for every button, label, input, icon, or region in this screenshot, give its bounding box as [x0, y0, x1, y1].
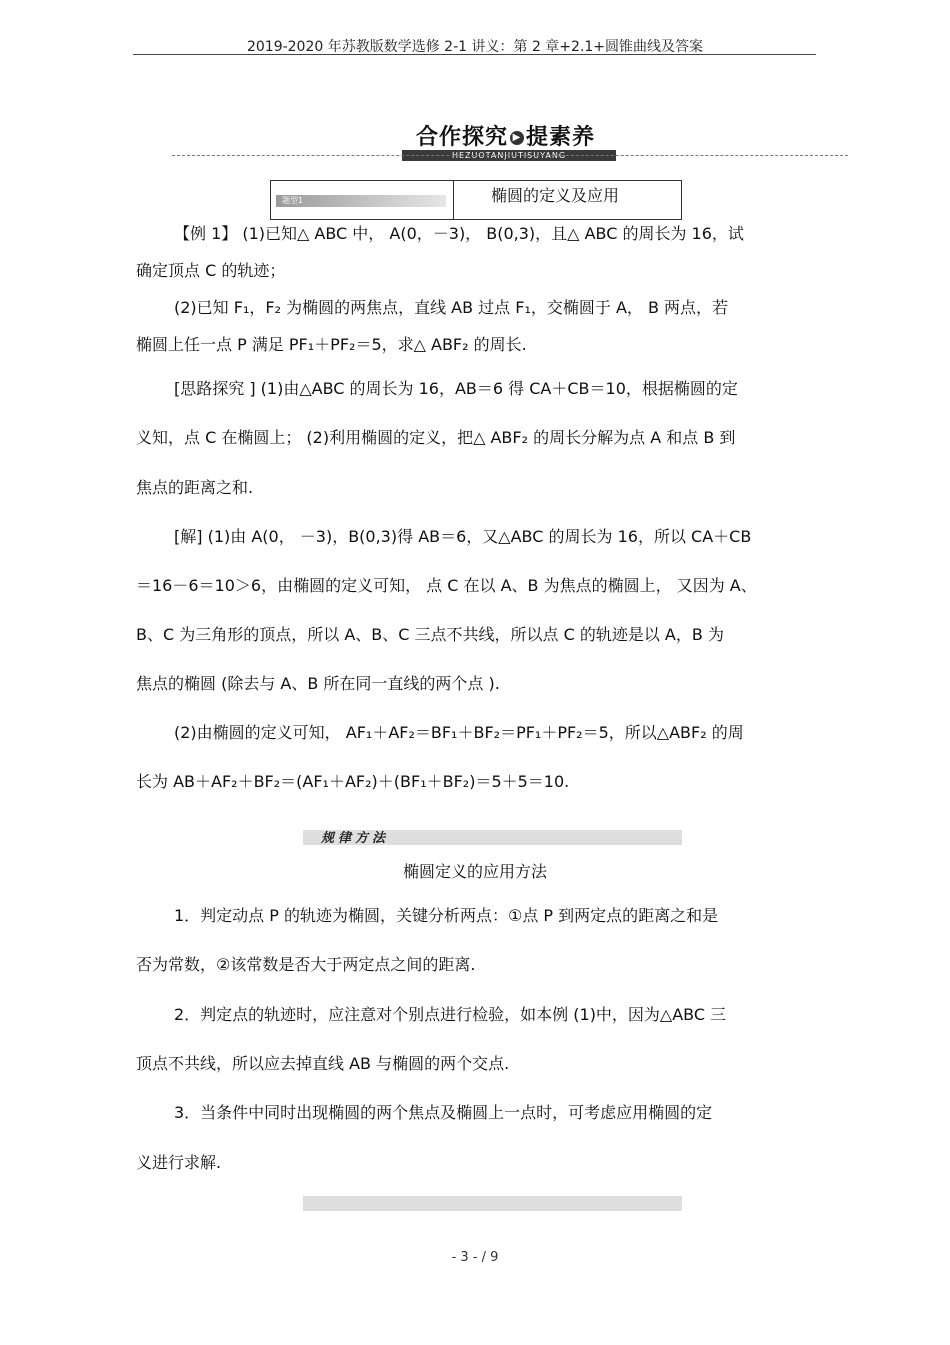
solution-line-2: ＝16－6＝10＞6，由椭圆的定义可知， 点 C 在以 A、B 为焦点的椭圆上， 又因为 A、 — [136, 576, 757, 595]
method-footer-bar — [303, 1196, 682, 1211]
method-line-1: 1．判定动点 P 的轨迹为椭圆，关键分析两点：①点 P 到两定点的距离之和是 — [174, 906, 719, 925]
solution-line-4: 焦点的椭圆 (除去与 A、B 所在同一直线的两个点 ). — [136, 674, 500, 693]
banner-title-part1: 合作探究 — [416, 125, 509, 150]
topic-title: 椭圆的定义及应用 — [491, 186, 620, 205]
page-number: - 3 - / 9 — [451, 1250, 499, 1265]
solution-line-1: [解] (1)由 A(0， －3)，B(0,3)得 AB＝6，又△ABC 的周长为 16，所以 CA＋CB — [174, 527, 752, 546]
method-tag: 规律方法 — [321, 831, 390, 846]
topic-tag: 题型1 — [276, 195, 446, 207]
method-line-5: 3．当条件中同时出现椭圆的两个焦点及椭圆上一点时，可考虑应用椭圆的定 — [174, 1103, 713, 1122]
banner-title — [416, 120, 595, 151]
example-line-1: 【例 1】 (1)已知△ ABC 中， A(0，－3)， B(0,3)，且△ ABC 的周长为 16，试 — [174, 224, 744, 243]
method-line-6: 义进行求解. — [136, 1153, 222, 1172]
topic-tag-cell — [271, 181, 454, 219]
example-line-2: 确定顶点 C 的轨迹； — [136, 261, 286, 280]
example-line-3: (2)已知 F₁，F₂ 为椭圆的两焦点，直线 AB 过点 F₁，交椭圆于 A， B 两点，若 — [174, 298, 729, 317]
banner-divider — [172, 155, 848, 156]
solution-line-5: (2)由椭圆的定义可知， AF₁＋AF₂＝BF₁＋BF₂＝PF₁＋PF₂＝5，所以△ABF₂ 的周 — [174, 723, 744, 742]
page-header: 2019-2020 年苏教版数学选修 2-1 讲义：第 2 章+2.1+圆锥曲线及答案 — [246, 39, 704, 55]
hint-line-3: 焦点的距离之和. — [136, 478, 254, 497]
hint-line-2: 义知，点 C 在椭圆上； (2)利用椭圆的定义，把△ ABF₂ 的周长分解为点 A 和点 B 到 — [136, 428, 736, 447]
banner-title-part2: 提素养 — [526, 125, 596, 150]
method-title: 椭圆定义的应用方法 — [402, 862, 547, 881]
example-line-4: 椭圆上任一点 P 满足 PF₁＋PF₂＝5，求△ ABF₂ 的周长. — [136, 335, 527, 354]
header-rule — [133, 54, 816, 55]
section-banner — [410, 120, 610, 160]
method-line-3: 2．判定点的轨迹时，应注意对个别点进行检验，如本例 (1)中，因为△ABC 三 — [174, 1005, 727, 1024]
hint-line-1: [思路探究 ] (1)由△ABC 的周长为 16，AB＝6 得 CA＋CB＝10，根据椭圆的定 — [174, 379, 738, 398]
solution-line-3: B、C 为三角形的顶点，所以 A、B、C 三点不共线，所以点 C 的轨迹是以 A，B 为 — [136, 625, 724, 644]
topic-box — [270, 180, 682, 220]
method-header-bar — [303, 830, 682, 845]
method-line-2: 否为常数，②该常数是否大于两定点之间的距离. — [136, 955, 476, 974]
method-line-4: 顶点不共线，所以应去掉直线 AB 与椭圆的两个交点. — [136, 1054, 510, 1073]
solution-line-6: 长为 AB＋AF₂＋BF₂＝(AF₁＋AF₂)＋(BF₁＋BF₂)＝5＋5＝10. — [136, 772, 570, 791]
banner-subtitle: HEZUOTANJIUTISUYANG — [402, 150, 616, 161]
banner-arrow-icon: ▶ — [510, 131, 524, 145]
